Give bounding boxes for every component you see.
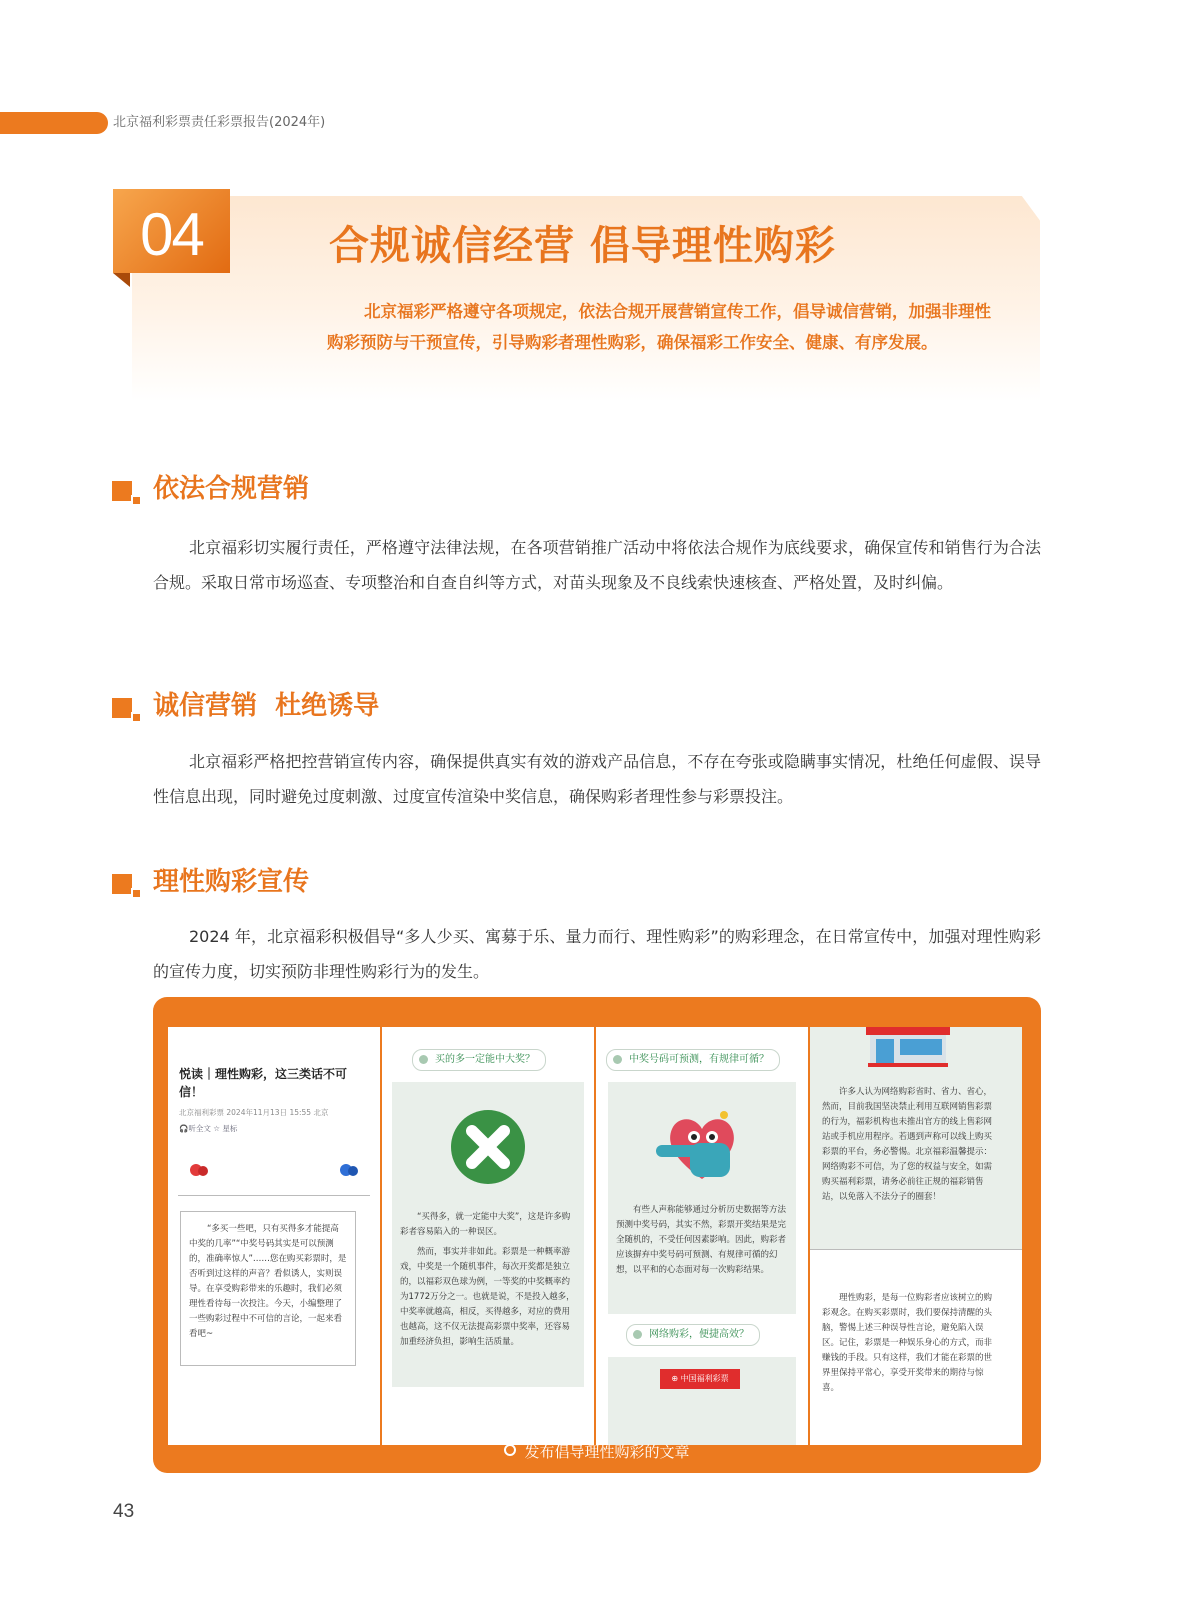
- chapter-title: 合规诚信经营 倡导理性购彩: [329, 222, 836, 269]
- section-body: 2024 年，北京福彩积极倡导“多人少买、寓募于乐、量力而行、理性购彩”的购彩理念，在日常宣传中，加强对理性购彩的宣传力度，切实预防非理性购彩行为的发生。: [153, 927, 1041, 981]
- blue-ball-icon: [338, 1162, 360, 1178]
- article-quote: “多买一些吧，只有买得多才能提高中奖的几率”“中奖号码其实是可以预测的，准确率惊人”……您在购买彩票时，是否听到过这样的声音？看似诱人，实则误导。在享受购彩带来的乐趣时，我们必须理性看待每一次投注。今天，小编整理了一些购彩过程中不可信的言论，一起来看看吧~: [180, 1211, 356, 1366]
- heading-pill-text: 网络购彩，便捷高效？: [649, 1329, 749, 1340]
- store-icon: [864, 1027, 952, 1067]
- header-accent-bar: [0, 112, 108, 134]
- article-text: 许多人认为网络购彩省时、省力、省心，然而，目前我国坚决禁止利用互联网销售彩票的行为，福彩机构也未推出官方的线上售彩网站或手机应用程序。若遇到声称可以线上购买彩票的平台，务必警惕。北京福彩温馨提示：网络购彩不可信，为了您的权益与安全，如需购买福利彩票，请务必前往正规的福彩销售站，以免落入不法分子的圈套！: [822, 1087, 993, 1202]
- article-meta: 北京福利彩票 2024年11月13日 15:55 北京: [179, 1108, 329, 1117]
- heading-pill-text: 中奖号码可预测，有规律可循？: [629, 1054, 769, 1065]
- section-marker-icon: [112, 481, 134, 503]
- article-actions: [179, 1123, 237, 1135]
- article-screenshot-3: [596, 1027, 808, 1445]
- collage-caption-text: 发布倡导理性购彩的文章: [524, 1443, 690, 1461]
- section-body: 北京福彩切实履行责任，严格遵守法律法规，在各项营销推广活动中将依法合规作为底线要求，确保宣传和销售行为合法合规。采取日常市场巡查、专项整治和自查自纠等方式，对苗头现象及不良线索快速核查、严格处置，及时纠偏。: [153, 538, 1041, 592]
- lottery-logo: [660, 1369, 740, 1389]
- article-text: 理性购彩，是每一位购彩者应该树立的购彩观念。在购买彩票时，我们要保持清醒的头脑，警惕上述三种误导性言论，避免陷入误区。记住，彩票是一种娱乐身心的方式，而非赚钱的手段。只有这样，我们才能在彩票的世界里保持平常心，享受开奖带来的期待与惊喜。: [822, 1293, 993, 1393]
- section-body: 北京福彩严格把控营销宣传内容，确保提供真实有效的游戏产品信息，不存在夸张或隐瞒事实情况，杜绝任何虚假、误导性信息出现，同时避免过度刺激、过度宣传渲染中奖信息，确保购彩者理性参与彩票投注。: [153, 752, 1041, 806]
- collage-caption: [153, 1441, 1041, 1463]
- heading-pill: [606, 1049, 780, 1071]
- article-screenshot-2: [382, 1027, 594, 1445]
- page-number: 43: [113, 1501, 135, 1522]
- heading-pill-text: 买的多一定能中大奖？: [435, 1054, 535, 1065]
- chapter-intro: 北京福彩严格遵守各项规定，依法合规开展营销宣传工作，倡导诚信营销，加强非理性购彩预防与干预宣传，引导购彩者理性购彩，确保福彩工作安全、健康、有序发展。: [327, 302, 991, 352]
- article-text: 有些人声称能够通过分析历史数据等方法预测中奖号码，其实不然，彩票开奖结果是完全随机的，不受任何因素影响。因此，购彩者应该摒弃中奖号码可预测、有规律可循的幻想，以平和的心态面对每一次购彩结果。: [616, 1205, 787, 1275]
- cross-icon: [450, 1109, 526, 1185]
- article-title: 悦读｜理性购彩，这三类话不可信！: [179, 1067, 348, 1099]
- section-title: 诚信营销 杜绝诱导: [153, 691, 380, 721]
- circle-bullet-icon: [504, 1444, 516, 1456]
- article-text: 然而，事实并非如此。彩票是一种概率游戏，中奖是一个随机事件，每次开奖都是独立的，以福彩双色球为例，一等奖的中奖概率约为1772万分之一。也就是说，不是投入越多，中奖率就越高，相反，买得越多，对应的费用也越高，这不仅无法提高彩票中奖率，还容易加重经济负担，影响生活质量。: [400, 1247, 575, 1347]
- chapter-number: 04: [140, 201, 203, 268]
- heart-hand-icon: [654, 1099, 750, 1189]
- logo-text: 中国福利彩票: [680, 1374, 729, 1383]
- article-screenshot-1: [168, 1027, 380, 1445]
- logo-icon: ⊕: [671, 1374, 681, 1383]
- red-ball-icon: [188, 1162, 210, 1178]
- section-marker-icon: [112, 874, 134, 896]
- heading-pill: [626, 1324, 760, 1346]
- heading-pill: [412, 1049, 546, 1071]
- article-screenshot-4: [810, 1027, 1022, 1445]
- report-title: 北京福利彩票责任彩票报告(2024年): [113, 115, 326, 130]
- divider: [178, 1195, 370, 1196]
- divider: [810, 1249, 1022, 1250]
- article-text: “买得多，就一定能中大奖”，这是许多购彩者容易陷入的一种误区。: [400, 1212, 571, 1237]
- section-marker-icon: [112, 698, 134, 720]
- section-title: 理性购彩宣传: [153, 867, 310, 897]
- section-title: 依法合规营销: [153, 474, 310, 504]
- chapter-number-fold: [113, 273, 130, 287]
- headphone-icon: 🎧: [179, 1124, 189, 1133]
- article-actions-text: 听全文 ☆ 星标: [188, 1124, 238, 1133]
